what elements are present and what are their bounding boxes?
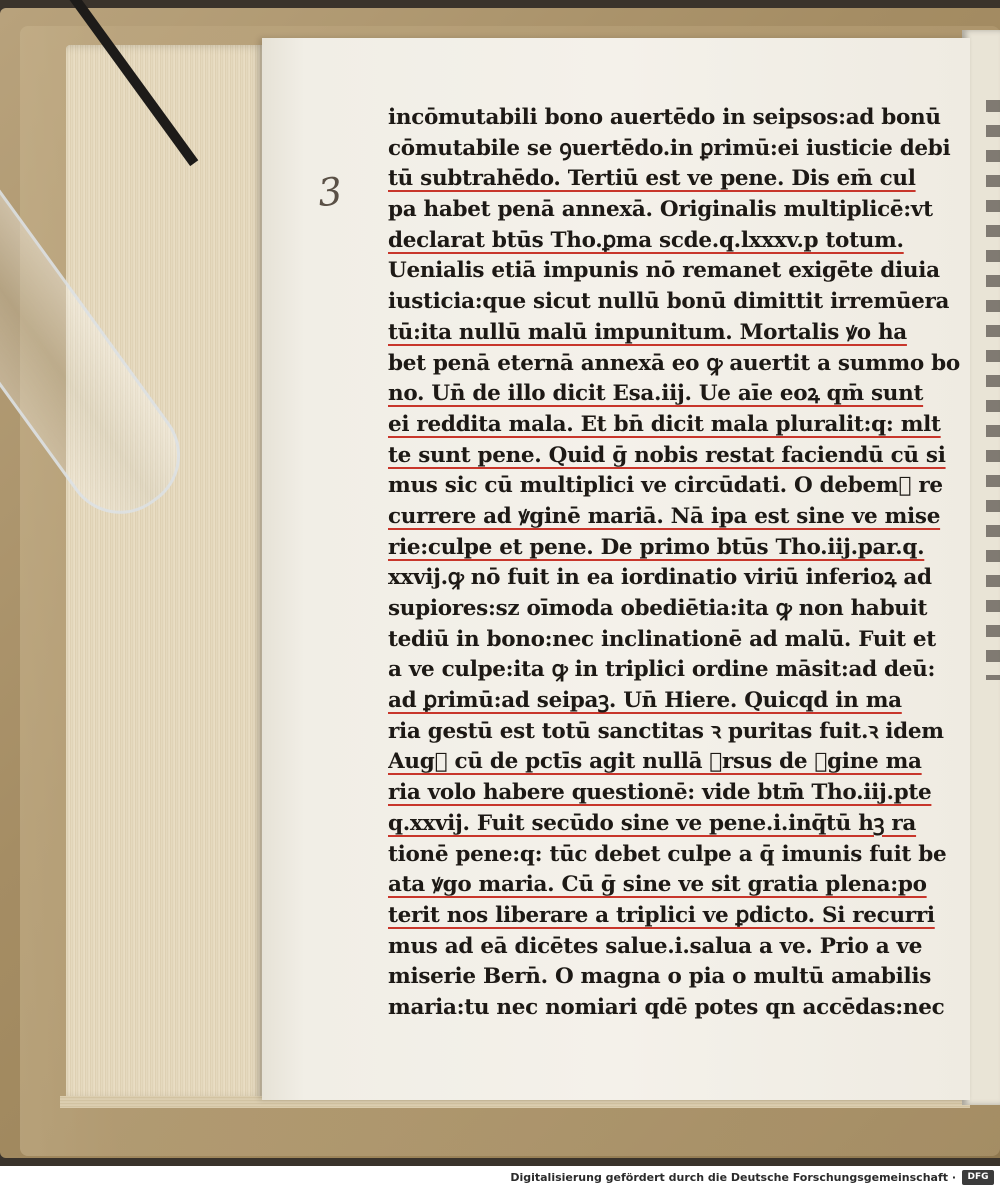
text-line: Uenialis etiā impunis nō remanet exigēte diuia <box>388 258 940 284</box>
text-line: incōmutabili bono auertēdo in seipsos:ad bonū <box>388 105 941 130</box>
dfg-logo: DFG <box>962 1170 994 1185</box>
text-line: ata ꝟgo maria. Cū ḡ sine ve sit gratia plena:po <box>388 872 927 898</box>
text-line: tediū in bono:nec inclinationē ad malū. Fuit et <box>388 626 936 652</box>
text-line: mus sic cū multiplici ve circūdati. O debem᷒ re <box>388 473 943 499</box>
text-line: pa habet penā annexā. Originalis multiplicē:vt <box>388 197 933 223</box>
text-line: terit nos liberare a triplici ve ꝑdicto. Si recurri <box>388 902 935 928</box>
text-line: ria volo habere questionē: vide btm̄ Tho.iij.pte <box>388 780 932 806</box>
text-line: tionē pene:q: tūc debet culpe a q̄ imunis fuit be <box>388 841 947 867</box>
margin-note: 3 <box>315 168 345 216</box>
facing-page-text-fragment <box>986 100 1000 680</box>
text-line: supiores:sz oīmoda obediētia:ita ꝙ non habuit <box>388 596 928 621</box>
text-line: q.xxvij. Fuit secūdo sine ve pene.i.inq̄tū hꝫ ra <box>388 810 917 836</box>
text-line: miserie Bern̄. O magna o pia o multū amabilis <box>388 964 932 990</box>
text-line: ria gestū est totū sanctitas ꝛ puritas fuit.ꝛ idem <box>388 718 944 744</box>
text-line: xxvij.ꝙ nō fuit in ea iordinatio viriū inferioꝝ ad <box>388 565 932 591</box>
text-line: maria:tu nec nomiari qdē potes qn accēdas:nec <box>388 994 945 1020</box>
text-line: a ve culpe:ita ꝙ in triplici ordine māsit:ad deū: <box>388 657 936 683</box>
text-line: ei reddita mala. Et bn̄ dicit mala pluralit:q: mlt <box>388 411 941 437</box>
page-text-block <box>388 103 968 1024</box>
text-line: tū subtrahēdo. Tertiū est ve pene. Dis em̄ cul <box>388 166 916 192</box>
text-line: mus ad eā dicētes salue.i.salua a ve. Prio a ve <box>388 933 923 959</box>
credit-text: Digitalisierung gefördert durch die Deutsche Forschungsgemeinschaft · <box>510 1171 956 1184</box>
text-line: te sunt pene. Quid ḡ nobis restat faciendū cū si <box>388 442 946 468</box>
text-line: iusticia:que sicut nullū bonū dimittit irremūera <box>388 289 950 315</box>
text-line: no. Un̄ de illo dicit Esa.iij. Ue aīe eoꝝ qm̄ sunt <box>388 381 924 407</box>
text-line: currere ad ꝟginē mariā. Nā ipa est sine ve mise <box>388 503 941 529</box>
page-edges-left <box>66 45 266 1100</box>
text-line: cōmutabile se ꝯuertēdo.in ꝑrimū:ei iusticie debi <box>388 135 951 161</box>
text-line: declarat btūs Tho.ꝑma scde.q.lxxxv.p totum. <box>388 227 904 253</box>
text-line: bet penā eternā annexā eo ꝙ auertit a summo bo <box>388 350 960 376</box>
text-line: rie:culpe et pene. De primo btūs Tho.iij.par.q. <box>388 534 925 560</box>
credit-bar <box>0 1166 1000 1191</box>
text-line: Aug᷒ cū de pctīs agit nullā ꝑrsus de ꝟgine ma <box>388 749 922 775</box>
text-line: ad ꝑrimū:ad seipaꝫ. Un̄ Hiere. Quicqd in ma <box>388 688 902 714</box>
text-line: tū:ita nullū malū impunitum. Mortalis ꝟo ha <box>388 319 907 345</box>
